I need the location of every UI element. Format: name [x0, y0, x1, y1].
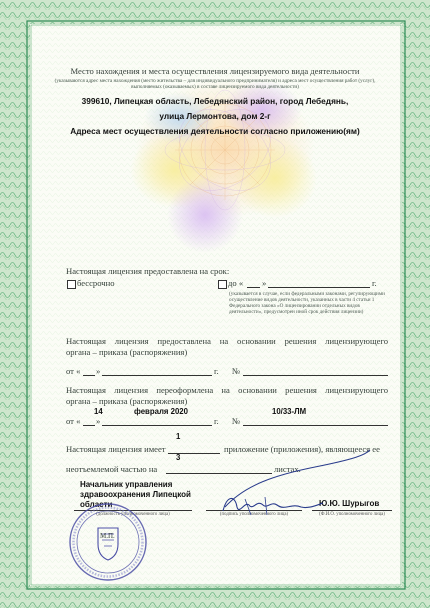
appendix-text-line-2-prefix: неотъемлемой частью на [66, 464, 158, 474]
term-label: Настоящая лицензия предоставлена на срок: [66, 266, 230, 276]
reissue-day: 14 [94, 407, 103, 416]
reissue-text-line-2: органа – приказа (распоряжения) [66, 396, 188, 406]
indefinite-label: бессрочно [77, 278, 115, 288]
term-note: (указывается в случае, если федеральными законами, регулирующими осуществление видов деятельности, указанных в части 4 статьи 1 Федерального закона «О лицензировании отдельных видов деятельности», предусмотрен иной срок действия лицензии) [229, 291, 385, 315]
reissue-from-label: от « [66, 416, 81, 426]
reissue-text-line-1: Настоящая лицензия переоформлена на основании решения лицензирующего [66, 385, 388, 395]
reissue-month-line [102, 425, 212, 426]
address-line-2: улица Лермонтова, дом 2-г [159, 111, 271, 121]
until-day-line [247, 287, 260, 288]
appendix-pages: 3 [176, 453, 181, 462]
location-heading: Место нахождения и места осуществления лицензируемого вида деятельности [70, 66, 360, 76]
reissue-quote-close: » [96, 416, 101, 426]
appendix-text-line-2-suffix: листах. [274, 464, 301, 474]
signer-position-line-1: Начальник управления [80, 480, 173, 489]
appendix-text-suffix: приложение (приложения), являющееся ее [224, 444, 380, 454]
signer-position-line-3: области [80, 500, 113, 509]
basis-number-label: № [232, 366, 241, 376]
reissue-month: февраля 2020 [134, 407, 188, 416]
address-line-1: 399610, Липецкая область, Лебедянский район, город Лебедянь, [81, 96, 349, 106]
appendix-text-prefix: Настоящая лицензия имеет [66, 444, 166, 454]
official-seal [66, 500, 150, 584]
basis-quote-close: » [96, 366, 101, 376]
appendix-count: 1 [176, 432, 181, 441]
basis-text-line-1: Настоящая лицензия предоставлена на основании решения лицензирующего [66, 336, 388, 346]
until-month-line [268, 287, 370, 288]
reissue-number-line [243, 425, 388, 426]
until-year-suffix: г. [372, 278, 377, 288]
address-line-3: Адреса мест осуществления деятельности согласно приложению(ям) [70, 126, 360, 136]
until-quote-close: » [262, 278, 267, 288]
signer-name: Ю.Ю. Шурыгов [319, 499, 380, 508]
basis-day-line [83, 375, 95, 376]
until-checkbox[interactable] [218, 280, 227, 289]
basis-month-line [102, 375, 212, 376]
reissue-number: 10/33-ЛМ [272, 407, 307, 416]
until-label: до « [228, 278, 244, 288]
caption-position: (должность уполномоченного лица) [96, 512, 170, 517]
indefinite-checkbox[interactable] [67, 280, 76, 289]
caption-name: (Ф.И.О. уполномоченного лица) [319, 512, 385, 517]
signer-position-line-2: здравоохранения Липецкой [80, 490, 191, 499]
reissue-number-label: № [232, 416, 241, 426]
basis-year-suffix: г. [214, 366, 219, 376]
basis-text-line-2: органа – приказа (распоряжения) [66, 347, 188, 357]
reissue-year-suffix: г. [214, 416, 219, 426]
handwritten-signature [205, 445, 375, 525]
basis-from-label: от « [66, 366, 81, 376]
reissue-day-line [83, 425, 95, 426]
location-hint: (указываются адрес места нахождения (место жительства – для индивидуального предпринимателя) и адреса мест осуществления работ (услуг), выполняемых (оказываемых) в составе лицензируемого вида деятельности) [54, 78, 376, 90]
caption-signature: (подпись уполномоченного лица) [219, 512, 289, 517]
stamp-label: М.П. [100, 532, 115, 540]
basis-number-line [243, 375, 388, 376]
